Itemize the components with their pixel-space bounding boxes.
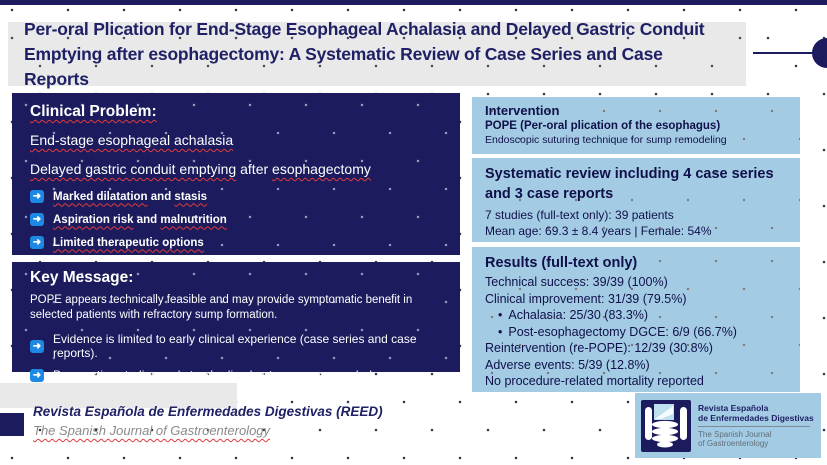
results-panel (472, 247, 800, 392)
clinical-line-2: Delayed gastric conduit emptying after esophagectomy (30, 161, 371, 177)
review-line-2: Mean age: 69.3 ± 8.4 years | Female: 54% (485, 224, 712, 238)
results-heading: Results (full-text only) (485, 255, 638, 271)
clinical-bullet-2-label: Aspiration risk and malnutrition (53, 213, 227, 226)
key-message-bullet-2 (30, 368, 442, 382)
key-message-bullet-2-label: Prospective studies and standardized outcomes are needed. (53, 368, 376, 382)
clinical-line-1: End-stage esophageal achalasia (30, 132, 234, 148)
reed-logo-text (698, 403, 814, 449)
results-line-1: Technical success: 39/39 (100%) (485, 275, 668, 289)
intervention-panel (472, 97, 800, 154)
clinical-problem-panel (12, 93, 460, 255)
reed-logo-icon (641, 400, 691, 452)
logo-sub-line2: of Gastroenterology (698, 439, 769, 448)
reed-logo-box (635, 393, 821, 458)
intervention-line-1: POPE (Per-oral plication of the esophagus) (485, 120, 721, 132)
arrow-bullet-icon: ➜ (30, 340, 44, 353)
systematic-review-panel (472, 158, 800, 242)
results-line-3: Reintervention (re-POPE): 12/39 (30.8%) (485, 341, 713, 355)
list-bullet: • (498, 324, 503, 339)
intervention-line-2: Endoscopic suturing technique for sump remodeling (485, 134, 727, 146)
results-line-5: No procedure-related mortality reported (485, 374, 704, 388)
clinical-bullet-3-label: Limited therapeutic options (53, 236, 204, 249)
clinical-bullet-1 (30, 190, 442, 203)
clinical-bullet-3 (30, 236, 442, 249)
title-panel (8, 18, 746, 89)
results-subline-2: • Post-esophagectomy DGCE: 6/9 (66.7%) (498, 324, 737, 339)
key-message-body: POPE appears technically feasible and may provide symptomatic benefit in selected patients with refractory sump formation. (30, 294, 413, 321)
key-message-heading: Key Message: (30, 269, 134, 286)
decorative-circle (812, 38, 827, 68)
decorative-line (753, 52, 815, 54)
top-accent-bar (0, 0, 827, 5)
systematic-review-heading: Systematic review including 4 case series and 3 case reports (485, 166, 774, 202)
results-subline-1: • Achalasia: 25/30 (83.3%) (498, 308, 649, 322)
results-line-2: Clinical improvement: 31/39 (79.5%) (485, 291, 687, 306)
page-title-line2: Emptying after esophagectomy: A Systematic Review of Case Series and Case Reports (24, 43, 663, 89)
arrow-bullet-icon: ➜ (30, 213, 44, 226)
arrow-bullet-icon: ➜ (30, 190, 44, 203)
logo-divider (698, 426, 810, 427)
page-title-line1: Per-oral Plication for End-Stage Esophageal Achalasia and Delayed Gastric Conduit (24, 18, 705, 39)
key-message-bullet-1 (30, 332, 442, 360)
logo-name-line1: Revista Española (698, 402, 769, 413)
logo-sub-line1: The Spanish Journal (698, 429, 772, 439)
logo-name-line2: de Enfermedades Digestivas (698, 412, 814, 423)
footer-accent-square (0, 413, 24, 436)
results-line-4: Adverse events: 5/39 (12.8%) (485, 357, 650, 372)
journal-subtitle: The Spanish Journal of Gastroenterology (33, 423, 271, 438)
arrow-bullet-icon: ➜ (30, 369, 44, 382)
key-message-panel (12, 262, 460, 382)
journal-name: Revista Española de Enfermedades Digestivas (REED) (33, 404, 383, 419)
key-message-bullet-1-label: Evidence is limited to early clinical experience (case series and case reports). (53, 332, 417, 360)
footer-journal-block (33, 402, 383, 440)
clinical-problem-heading: Clinical Problem: (30, 103, 157, 120)
intervention-heading: Intervention (485, 103, 560, 118)
clinical-bullet-1-label: Marked dilatation and stasis (53, 190, 208, 203)
list-bullet: • (498, 308, 503, 322)
review-line-1: 7 studies (full-text only): 39 patients (485, 208, 674, 222)
clinical-bullet-2 (30, 213, 442, 226)
arrow-bullet-icon: ➜ (30, 236, 44, 249)
